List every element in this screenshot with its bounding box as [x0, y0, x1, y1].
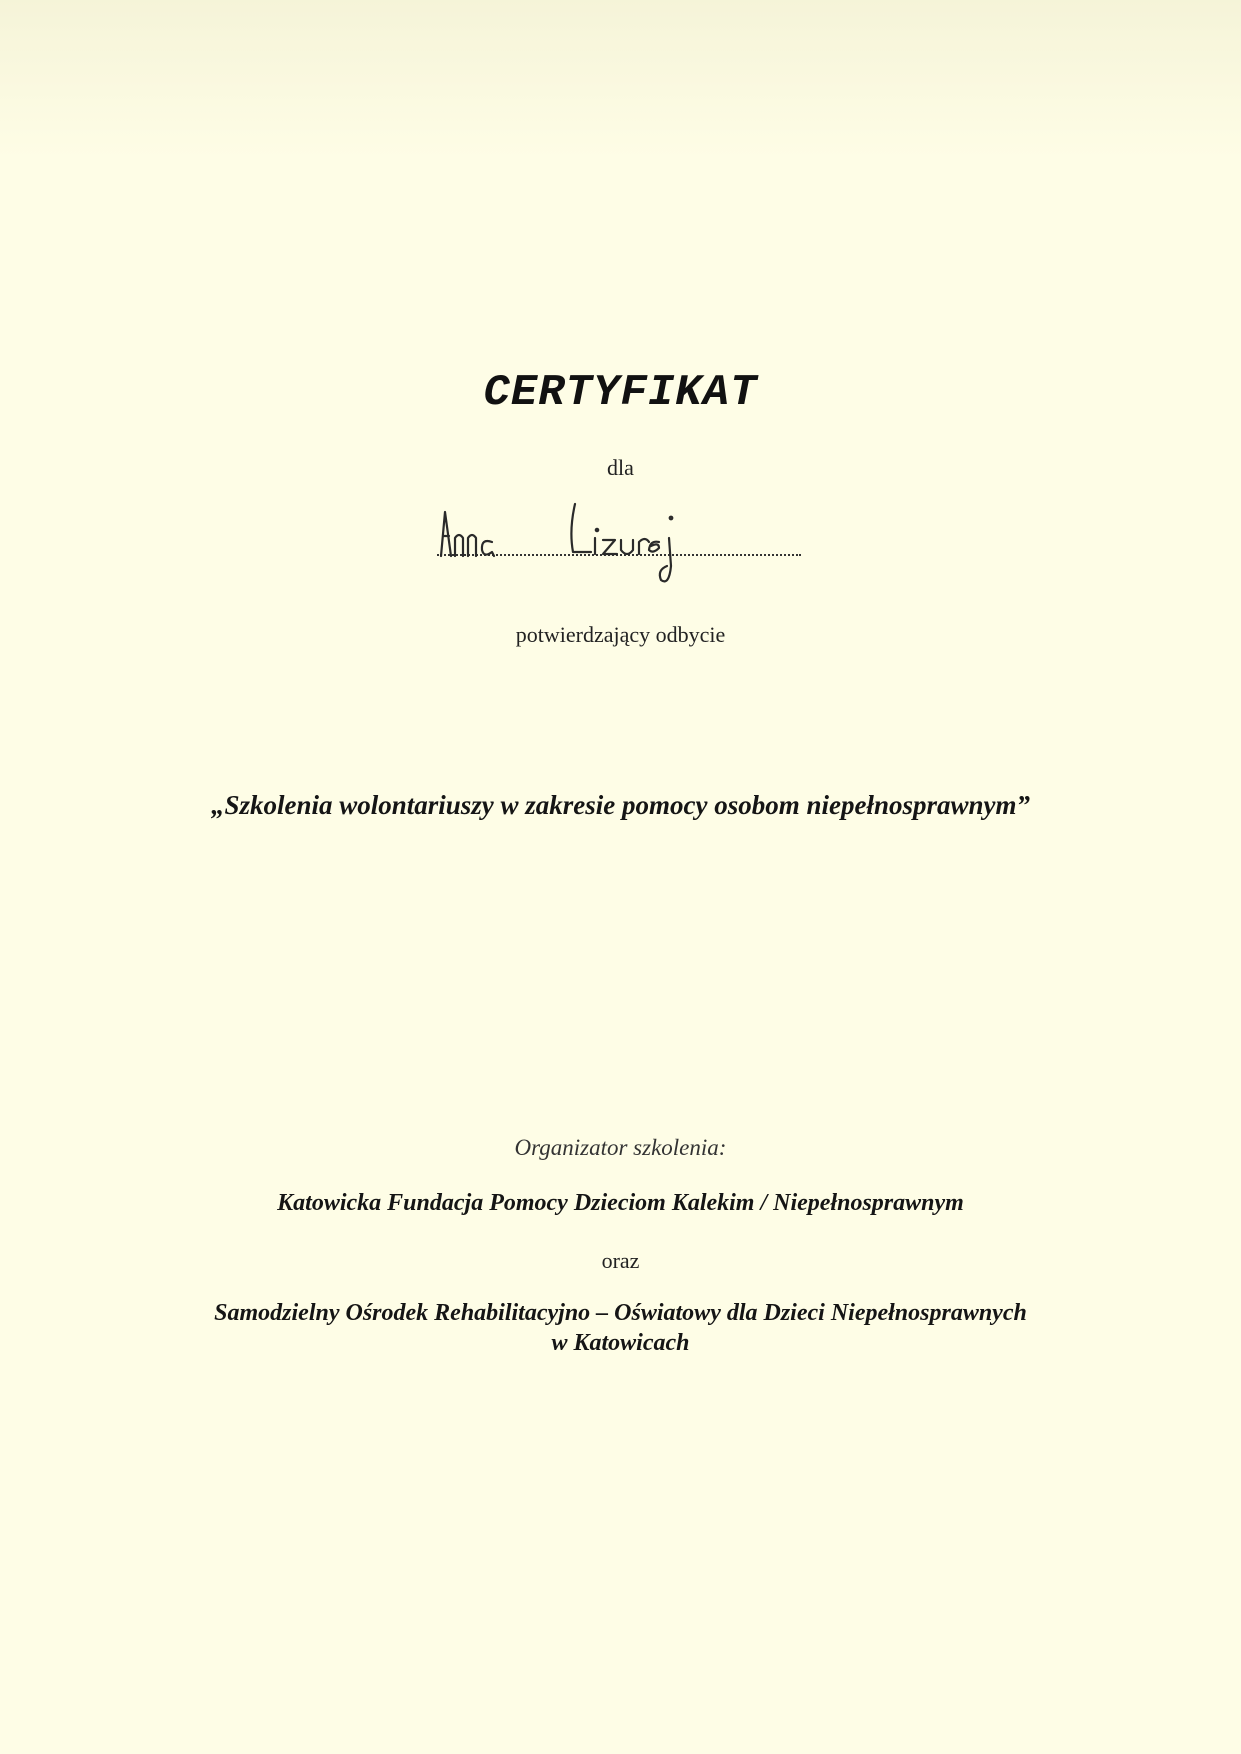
- recipient-name-line: [437, 520, 801, 560]
- conjunction-text: oraz: [601, 1248, 640, 1273]
- organizer-1: Katowicka Fundacja Pomocy Dzieciom Kalekim / Niepełnosprawnym: [277, 1190, 964, 1216]
- handwritten-signature: [437, 490, 737, 590]
- for-label: dla: [607, 455, 634, 480]
- organizer-label: Organizator szkolenia:: [514, 1135, 727, 1160]
- organizer-2-line2: w Katowicach: [551, 1330, 690, 1356]
- confirmation-text: potwierdzający odbycie: [515, 622, 726, 647]
- organizer-2-line1: Samodzielny Ośrodek Rehabilitacyjno – Oświatowy dla Dzieci Niepełnosprawnych: [214, 1300, 1027, 1326]
- course-name: „Szkolenia wolontariuszy w zakresie pomocy osobom niepełnosprawnym”: [210, 790, 1031, 820]
- scan-shading: [0, 0, 1241, 160]
- certificate-title: CERTYFIKAT: [483, 368, 758, 418]
